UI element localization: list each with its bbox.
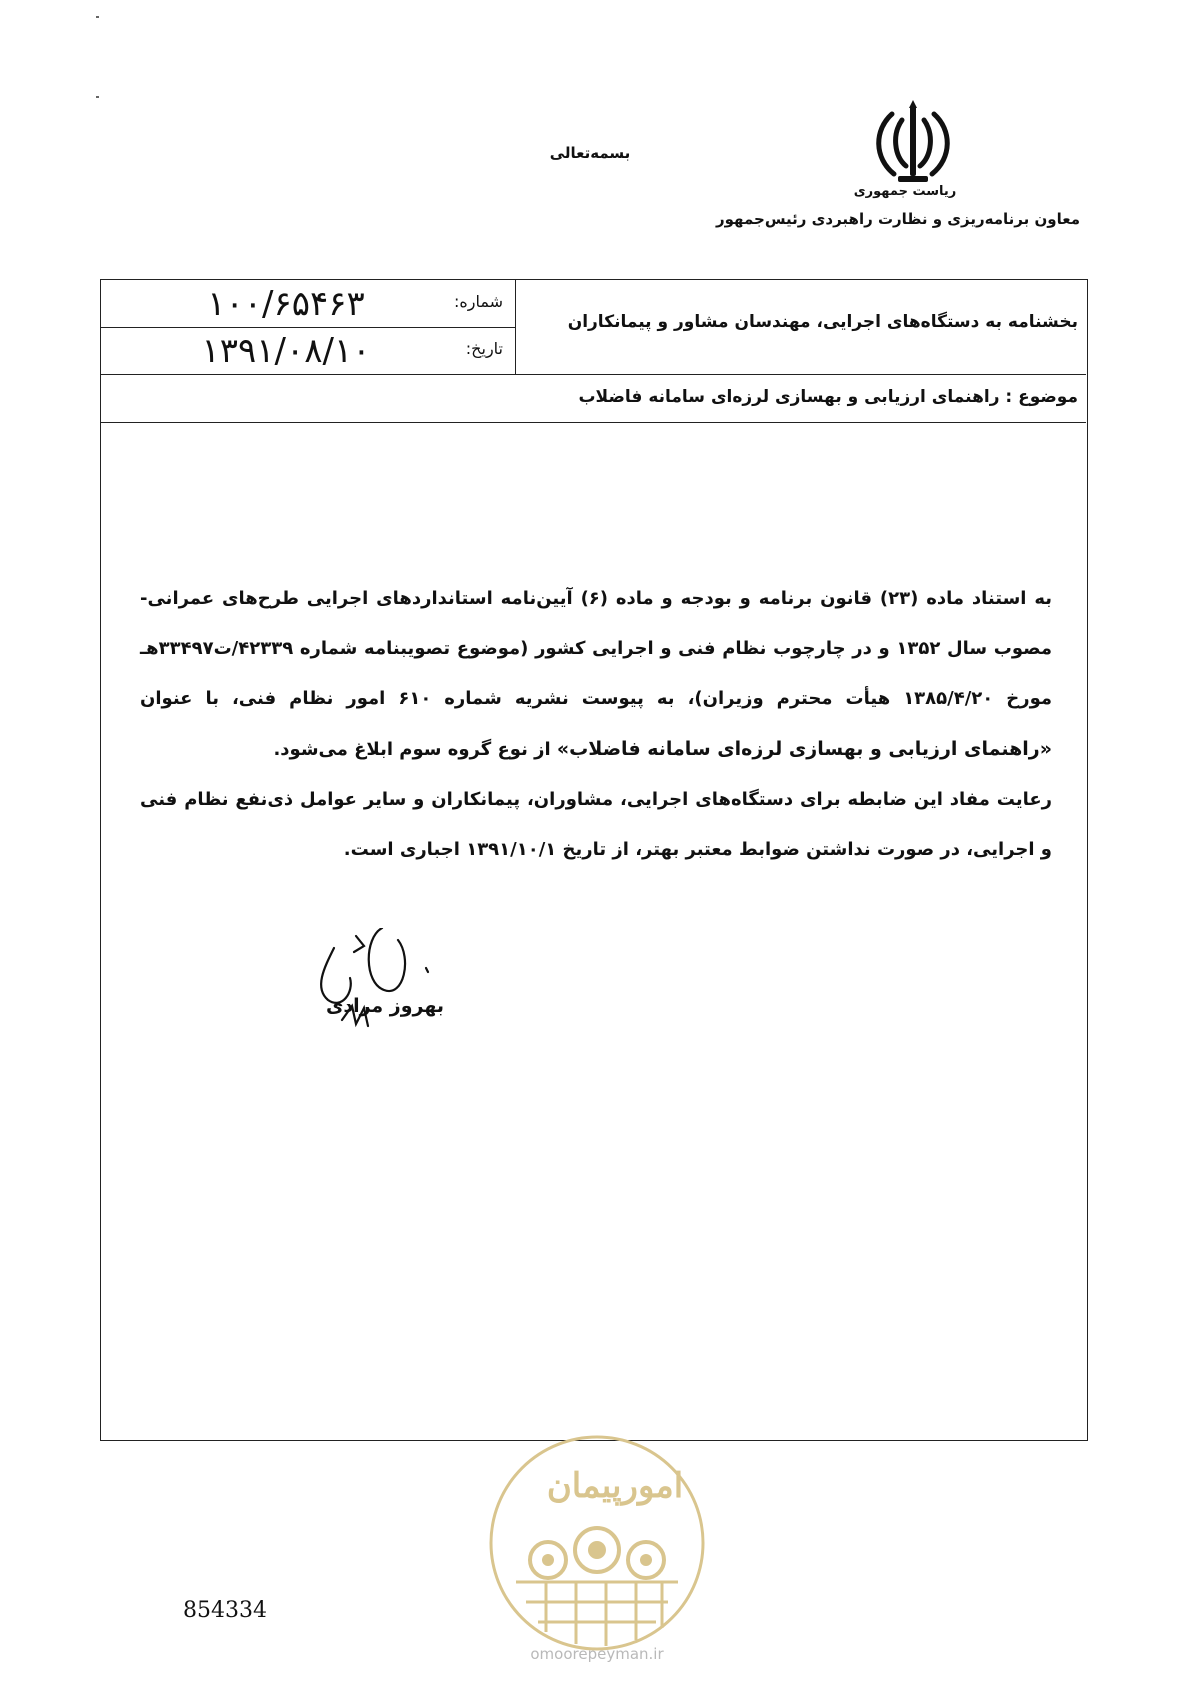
number-label: شماره: <box>453 292 503 311</box>
paragraph-1 <box>140 574 1052 775</box>
signature-scribble <box>294 928 464 1058</box>
date-row <box>101 327 515 374</box>
paragraph-2: رعایت مفاد این ضابطه برای دستگاه‌های اجرایی، مشاوران، پیمانکاران و سایر عوامل ذی‌نفع نظام فنی و اجرایی، در صورت نداشتن ضوابط معتبر بهتر، از تاریخ ۱۳۹۱/۱۰/۱ اجباری است. <box>140 789 1052 860</box>
number-date-box <box>101 280 516 374</box>
watermark-site: omoorepeyman.ir <box>530 1645 664 1663</box>
emblem-caption: ریاست جمهوری <box>853 184 957 199</box>
scan-speck <box>96 16 99 18</box>
paragraph-1-end: از نوع گروه سوم ابلاغ می‌شود. <box>273 739 557 760</box>
subject-line: موضوع : راهنمای ارزیابی و بهسازی لرزه‌ای سامانه فاضلاب <box>578 387 1078 407</box>
date-value: ۱۳۹۱/۰۸/۱۰ <box>201 331 371 371</box>
subject-row <box>101 374 1086 423</box>
date-label: تاریخ: <box>465 339 503 358</box>
publication-title: «راهنمای ارزیابی و بهسازی لرزه‌ای سامانه فاضلاب» <box>556 738 1052 760</box>
paragraph-1-text: به استناد ماده (۲۳) قانون برنامه و بودجه و ماده (۶) آیین‌نامه استانداردهای اجرایی طرح‌های عمرانی- مصوب سال ۱۳۵۲ و در چارچوب نظام فنی و اجرایی کشور (موضوع تصویبنامه شماره ۴۲۳۳۹/ت۳۳۴۹۷هـ مورخ ۱۳۸۵/۴/۲۰ هیأت محترم وزیران)، به پیوست نشریه شماره ۶۱۰ امور نظام فنی، با عنوان <box>140 588 1053 709</box>
letter-header-band <box>101 280 1086 375</box>
organization-name: معاون برنامه‌ریزی و نظارت راهبردی رئیس‌جمهور <box>716 210 1080 228</box>
document-number: 854334 <box>183 1598 267 1623</box>
iran-emblem-icon <box>868 100 958 186</box>
watermark-stamp-text: امورپیمان <box>546 1466 684 1506</box>
letter-body <box>140 574 1052 875</box>
scan-speck <box>96 96 99 98</box>
signer-name: بهروز مرادی <box>325 995 445 1017</box>
recipients-line: بخشنامه به دستگاه‌های اجرایی، مهندسان مشاور و پیمانکاران <box>567 312 1078 332</box>
number-value: ۱۰۰/۶۵۴۶۳ <box>207 284 365 324</box>
number-row <box>101 280 515 328</box>
basmala: بسمه‌تعالی <box>549 144 631 162</box>
